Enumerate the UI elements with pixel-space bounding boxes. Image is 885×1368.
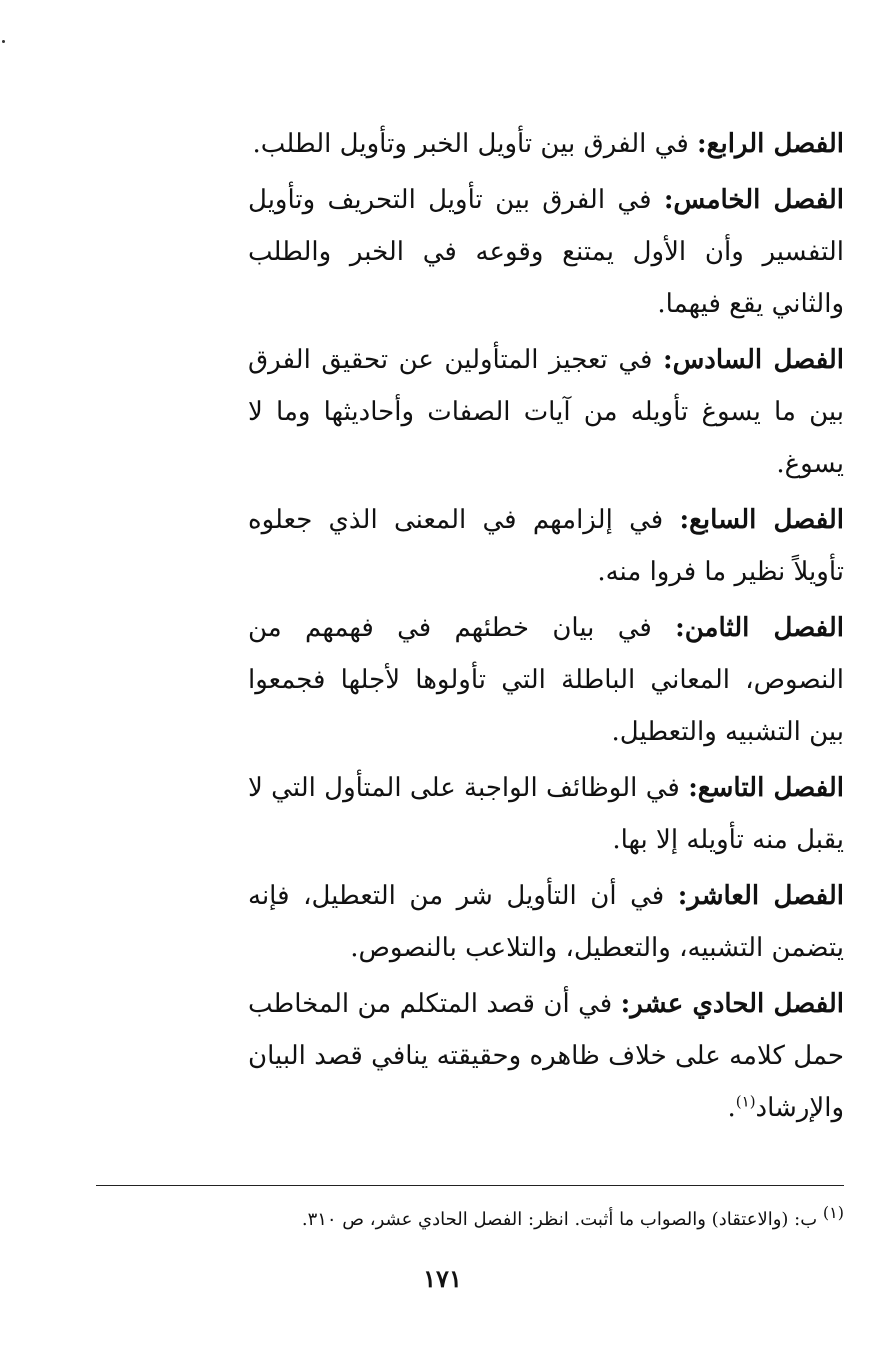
chapter-description: في إلزامهم في المعنى الذي جعلوه تأويلاً نظير ما فروا منه.	[248, 505, 844, 587]
footnote	[96, 1204, 844, 1236]
chapter-entry-4	[248, 118, 844, 170]
chapter-description: في بيان خطئهم في فهمهم من النصوص، المعاني الباطلة التي تأولوها لأجلها فجمعوا بين التشبيه والتعطيل.	[248, 613, 844, 747]
chapter-heading: الفصل الرابع:	[697, 129, 844, 159]
chapter-heading: الفصل العاشر:	[677, 881, 844, 911]
footnote-divider	[96, 1185, 844, 1186]
chapter-entry-11	[248, 978, 844, 1134]
chapter-heading: الفصل السابع:	[679, 505, 845, 535]
chapter-description: في أن قصد المتكلم من المخاطب حمل كلامه على خلاف ظاهره وحقيقته ينافي قصد البيان والإرشاد	[248, 989, 844, 1123]
footnote-marker: (١)	[822, 1203, 844, 1222]
chapter-entry-10	[248, 870, 844, 974]
footnote-text: ب: (والاعتقاد) والصواب ما أثبت. انظر: الفصل الحادي عشر، ص ٣١٠.	[301, 1209, 823, 1230]
chapter-entry-5	[248, 174, 844, 330]
chapter-heading: الفصل الخامس:	[663, 185, 844, 215]
margin-mark	[2, 40, 5, 43]
chapter-heading: الفصل الحادي عشر:	[620, 989, 844, 1019]
chapter-entry-8	[248, 602, 844, 758]
chapter-description: في الوظائف الواجبة على المتأول التي لا يقبل منه تأويله إلا بها.	[248, 773, 844, 855]
chapter-entry-7	[248, 494, 844, 598]
chapter-heading: الفصل الثامن:	[675, 613, 844, 643]
chapter-description: في الفرق بين تأويل التحريف وتأويل التفسير وأن الأول يمتنع وقوعه في الخبر والطلب والثاني يقع فيهما.	[248, 185, 844, 319]
sentence-end: .	[727, 1093, 736, 1123]
chapter-entry-6	[248, 334, 844, 490]
chapter-heading: الفصل التاسع:	[688, 773, 844, 803]
footnote-reference[interactable]: (١)	[735, 1092, 756, 1111]
page-number: ١٧١	[423, 1264, 462, 1293]
chapter-heading: الفصل السادس:	[662, 345, 845, 375]
chapter-description: في أن التأويل شر من التعطيل، فإنه يتضمن التشبيه، والتعطيل، والتلاعب بالنصوص.	[248, 881, 844, 963]
chapter-description: في الفرق بين تأويل الخبر وتأويل الطلب.	[252, 129, 698, 159]
chapter-entry-9	[248, 762, 844, 866]
chapter-description: في تعجيز المتأولين عن تحقيق الفرق بين ما يسوغ تأويله من آيات الصفات وأحاديثها وما لا يسوغ.	[248, 345, 844, 479]
chapter-list	[248, 118, 844, 1138]
